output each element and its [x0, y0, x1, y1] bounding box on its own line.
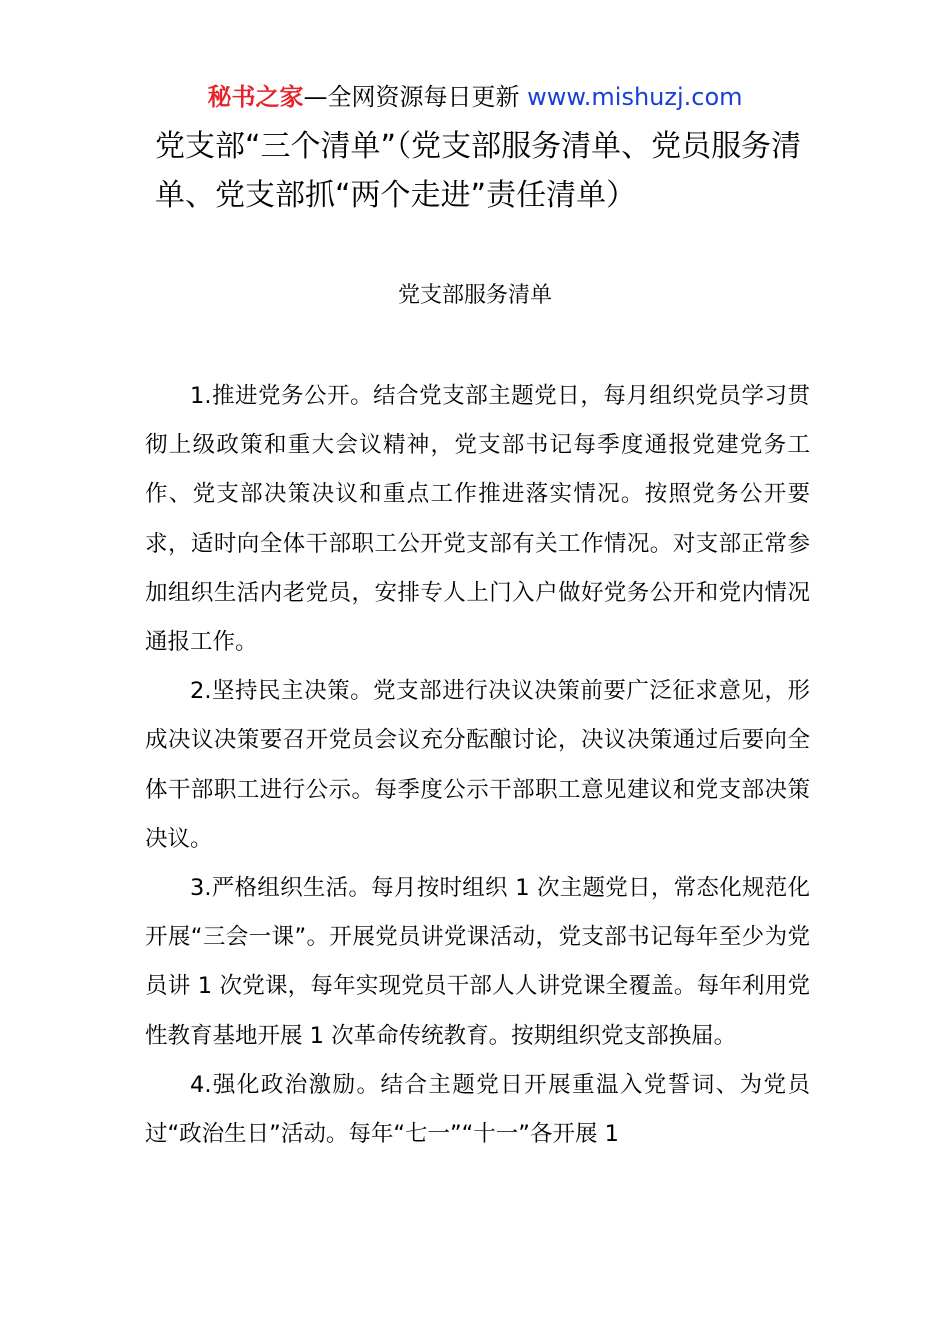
paragraph: 4.强化政治激励。结合主题党日开展重温入党誓词、为党员过“政治生日”活动。每年“七一”“十一”各开展 1 — [145, 1071, 810, 1148]
site-url-link[interactable]: www.mishuzj.com — [527, 83, 743, 111]
document-body — [145, 372, 810, 1159]
site-tagline: —全网资源每日更新 — [303, 83, 520, 111]
paragraph: 2.坚持民主决策。党支部进行决议决策前要广泛征求意见，形成决议决策要召开党员会议充分酝酿讨论，决议决策通过后要向全体干部职工进行公示。每季度公示干部职工意见建议和党支部决策决议。 — [145, 678, 810, 852]
section-title: 党支部服务清单 — [397, 283, 552, 308]
paragraph: 3.严格组织生活。每月按时组织 1 次主题党日，常态化规范化开展“三会一课”。开展党员讲党课活动，党支部书记每年至少为党员讲 1 次党课，每年实现党员干部人人讲党课全覆盖。每年利用党性教育基地开展 1 次革命传统教育。按期组织党支部换届。 — [145, 875, 810, 1049]
paragraph: 1.推进党务公开。结合党支部主题党日，每月组织党员学习贯彻上级政策和重大会议精神，党支部书记每季度通报党建党务工作、党支部决策决议和重点工作推进落实情况。按照党务公开要求，适时向全体干部职工公开党支部有关工作情况。对支部正常参加组织生活内老党员，安排专人上门入户做好党务公开和党内情况通报工作。 — [145, 383, 810, 656]
brand-name: 秘书之家 — [207, 83, 304, 111]
document-title: 党支部“三个清单”（党支部服务清单、党员服务清单、党支部抓“两个走进”责任清单） — [155, 129, 802, 213]
site-header — [0, 82, 950, 112]
